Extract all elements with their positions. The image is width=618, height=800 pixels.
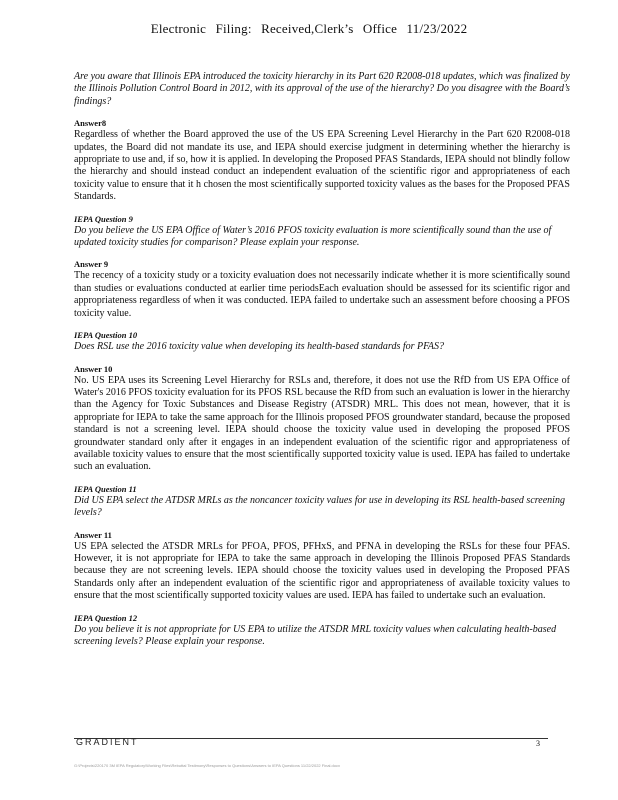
spacer [74, 520, 570, 530]
spacer [74, 474, 570, 484]
gradient-logo: GRADIENT [76, 737, 139, 747]
question-label: IEPA Question 9 [74, 213, 133, 224]
question-text: Did US EPA select the ATDSR MRLs as the noncancer toxicity values for use in developing its RSL health-based screening levels? [74, 494, 565, 519]
answer-text: The recency of a toxicity study or a toxicity evaluation does not necessarily indicate whether it is more scientifically sound than studies or evaluations conducted at earlier time periodsEach evaluation should be assessed for its scientific rigor and appropriateness regardless of when it was conducted. IEPA failed to undertake such an assessment before choosing a PFOS toxicity value. [74, 270, 570, 319]
answer-text: US EPA selected the ATSDR MRLs for PFOA, PFOS, PFHxS, and PFNA in developing the RSLs for these four PFAS. However, it is not appropriate for IEPA to take the same approach in developing the Illinois Proposed PFAS Standards because they are not screening levels. IEPA should choose the toxicity values used in developing the Proposed PFAS Standards only after an independent evaluation of the scientific rigor and appropriateness of available toxicity values to ensure that the most scientifically supported toxicity values are used. IEPA has failed to undertake such an evaluation. [74, 540, 570, 602]
question-text: Do you believe the US EPA Office of Water’s 2016 PFOS toxicity evaluation is more scientifically sound than the use of updated toxicity studies for comparison? Please explain your response. [74, 224, 552, 249]
spacer [74, 204, 570, 214]
answer-text: Regardless of whether the Board approved the use of the US EPA Screening Level Hierarchy in the Part 620 R2008-018 updates, the Board did not mandate its use, and IEPA should exercise judgment in determining whether the hierarchy is appropriate to use and, if so, how it is applied. In developing the Proposed PFAS Standards, IEPA should not blindly follow the hierarchy and should instead conduct an independent evaluation of the scientific rigor and appropriateness of each toxicity value to ensure that it h chosen the most scientifically supported toxicity values as the bases for the Proposed PFAS Standards. [74, 129, 570, 203]
spacer [74, 320, 570, 330]
spacer [74, 603, 570, 613]
question-text: Does RSL use the 2016 toxicity value when developing its health-based standards for PFAS? [74, 341, 445, 353]
answer-text: No. US EPA uses its Screening Level Hierarchy for RSLs and, therefore, it does not use the RfD from US EPA Office of Water's 2016 PFOS toxicity evaluation for its PFOS RSL because the RfD from such an evaluation is lower in the hierarchy than the Agency for Toxic Substances and Disease Registry (ATSDR) MRL. This does not mean, however, that it is appropriate for IEPA to take the same approach for the Illinois proposed PFOS groundwater standard, because the proposed standard is not a screening level. IEPA should choose the toxicity value used in developing the proposed PFOS groundwater standard only after it engages in an independent evaluation of the scientific rigor and appropriateness of available toxicity values to ensure that the most scientifically supported toxicity value is used. IEPA has failed to undertake such an evaluation. [74, 374, 570, 473]
question-text: Do you believe it is not appropriate for US EPA to utilize the ATSDR MRL toxicity values when calculating health-based screening levels? Please explain your response. [74, 623, 557, 647]
document-body [74, 71, 570, 648]
page-number: 3 [536, 739, 540, 748]
answer-label: Answer 10 [74, 363, 113, 374]
answer-label: Answer8 [74, 118, 107, 129]
electronic-filing-header: Electronic Filing: Received,Clerk’s Office 11/23/2022 [150, 21, 468, 36]
answer-label: Answer 9 [74, 259, 109, 270]
question-label: IEPA Question 10 [74, 330, 138, 341]
spacer [74, 108, 570, 118]
footer-divider [74, 738, 548, 739]
file-path-footer: G:\Projects\220170 3M IEPA Regulatory\Working Files\Rebuttal Testimony\Responses to Questions\Answers to IEPA Questions 11/22/2022 Final.docx [74, 763, 340, 768]
question-label: IEPA Question 12 [74, 612, 138, 623]
answer-label: Answer 11 [74, 529, 112, 540]
question-text: Are you aware that Illinois EPA introduced the toxicity hierarchy in its Part 620 R2008-018 updates, which was finalized by the Illinois Pollution Control Board in 2012, with its approval of the use of the hierarchy? Do you disagree with the Board’s findings? [74, 71, 570, 107]
spacer [74, 249, 570, 259]
question-label: IEPA Question 11 [74, 483, 137, 494]
spacer [74, 354, 570, 364]
